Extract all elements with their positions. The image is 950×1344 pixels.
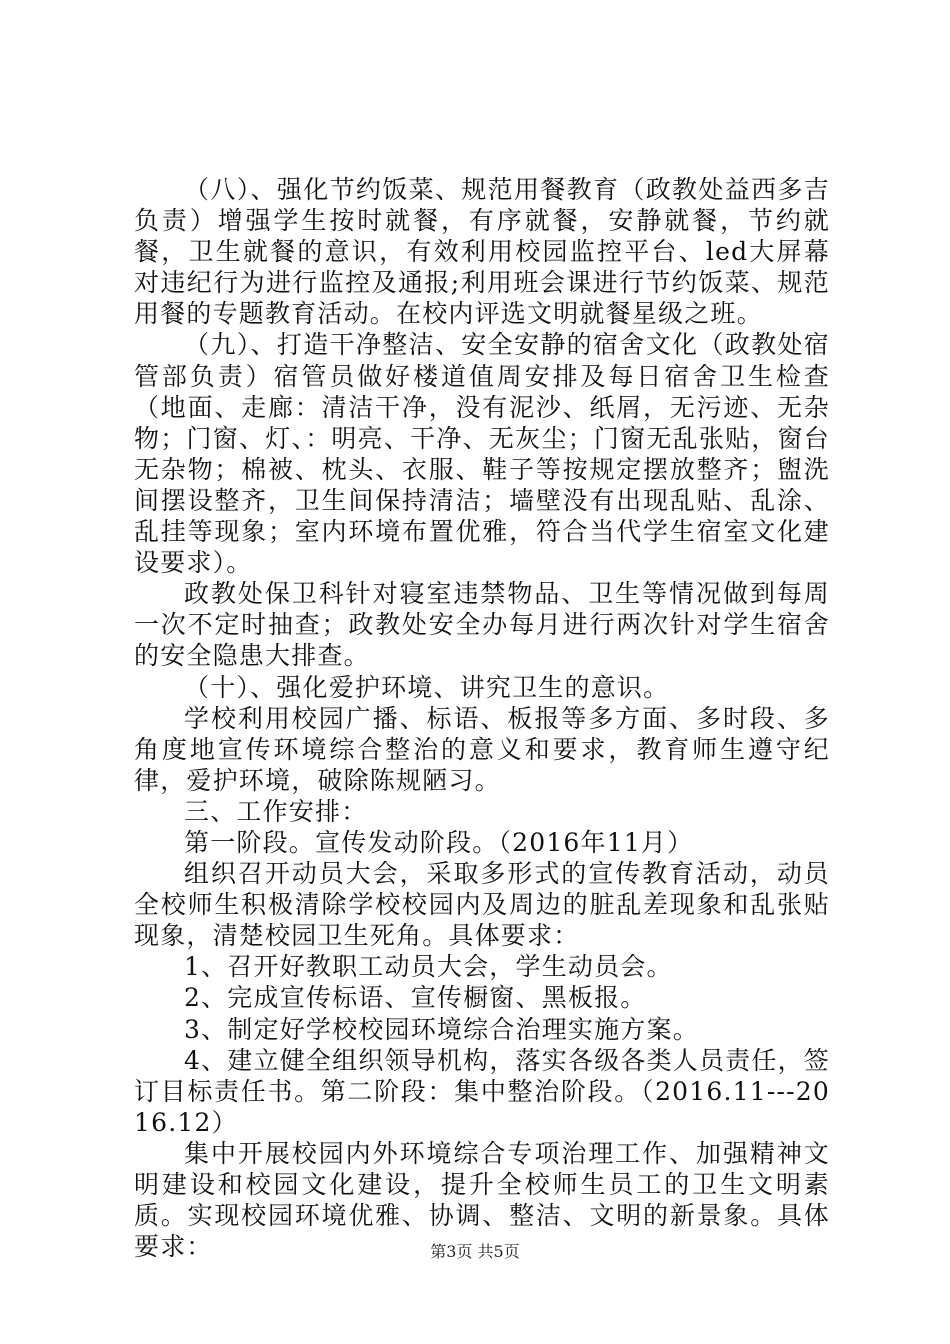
list-item-1: 1、召开好教职工动员大会，学生动员会。 — [184, 952, 673, 982]
paragraph-section-8: （八）、强化节约饭菜、规范用餐教育（政教处益西多吉负责）增强学生按时就餐，有序就餐，安静就餐，节约就餐，卫生就餐的意识，有效利用校园监控平台、led大屏幕对违纪行为进行监控及通报;利用班会课进行节约饭菜、规范用餐的专题教育活动。在校内评选文明就餐星级之班。 — [134, 175, 830, 329]
paragraph-mobilization: 组织召开动员大会，采取多形式的宣传教育活动，动员全校师生积极清除学校校园内及周边的脏乱差现象和乱张贴现象，清楚校园卫生死角。具体要求： — [134, 859, 830, 951]
list-item-3: 3、制定好学校校园环境综合治理实施方案。 — [184, 1014, 699, 1044]
paragraph-section-10: （十）、强化爱护环境、讲究卫生的意识。 — [184, 672, 670, 702]
document-body — [134, 174, 830, 1262]
paragraph-dorm-inspection: 政教处保卫科针对寝室违禁物品、卫生等情况做到每周一次不定时抽查；政教处安全办每月进行两次针对学生宿舍的安全隐患大排查。 — [134, 579, 830, 671]
heading-stage-one: 第一阶段。宣传发动阶段。（2016年11月） — [184, 827, 694, 857]
paragraph-publicity: 学校利用校园广播、标语、板报等多方面、多时段、多角度地宣传环境综合整治的意义和要求，教育师生遵守纪律，爱护环境，破除陈规陋习。 — [134, 703, 830, 795]
list-item-4: 4、建立健全组织领导机构，落实各级各类人员责任，签订目标责任书。第二阶段：集中整治阶段。（2016.11---2016.12） — [134, 1045, 830, 1137]
page-footer: 第3页 共5页 — [430, 1242, 520, 1261]
paragraph-section-9: （九）、打造干净整洁、安全安静的宿舍文化（政教处宿管部负责）宿管员做好楼道值周安排及每日宿舍卫生检查（地面、走廊：清洁干净，没有泥沙、纸屑，无污迹、无杂物；门窗、灯、：明亮、干净、无灰尘；门窗无乱张贴，窗台无杂物；棉被、枕头、衣服、鞋子等按规定摆放整齐；盥洗间摆设整齐，卫生间保持清洁；墙壁没有出现乱贴、乱涂、乱挂等现象；室内环境布置优雅，符合当代学生宿室文化建设要求）。 — [134, 330, 830, 578]
paragraph-stage-two: 集中开展校园内外环境综合专项治理工作、加强精神文明建设和校园文化建设，提升全校师生员工的卫生文明素质。实现校园环境优雅、协调、整洁、文明的新景象。具体要求： — [134, 1138, 830, 1262]
list-item-2: 2、完成宣传标语、宣传橱窗、黑板报。 — [184, 983, 647, 1013]
heading-work-arrangement: 三、工作安排： — [184, 796, 368, 826]
